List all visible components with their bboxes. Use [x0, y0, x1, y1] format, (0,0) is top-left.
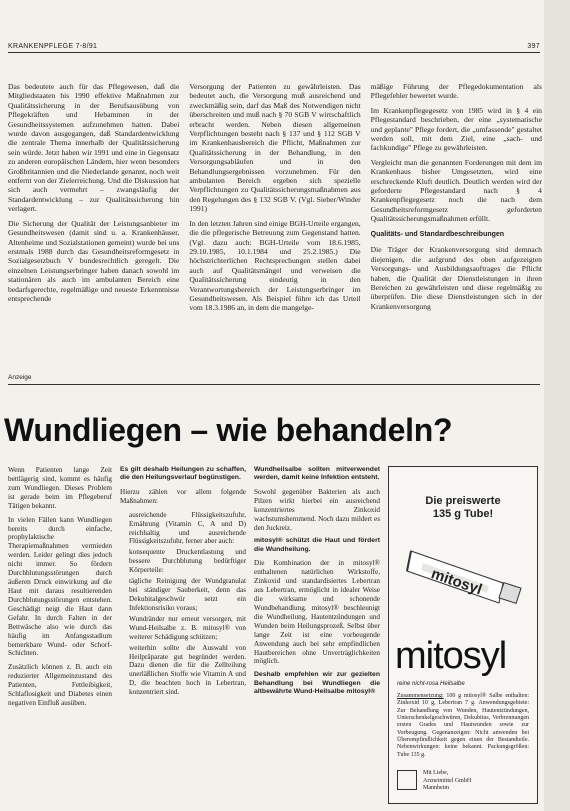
ad-label: Anzeige — [8, 374, 32, 381]
section-heading: Qualitäts- und Standardbeschreibungen — [370, 230, 505, 238]
paragraph: Sowohl gegenüber Bakterien als auch Pilzen wirkt hierbei ein ausreichend konzentriertes Zinkoxid wachstumshemmend. Noch dazu mildert es den Juckreiz. — [254, 487, 380, 532]
ointment-tube-image — [403, 533, 527, 633]
measures-list — [120, 511, 246, 697]
ad-subheading: Es gilt deshalb Heilungen zu schaffen, die den Heilungsverlauf begünstigen. — [120, 466, 246, 482]
product-info — [397, 693, 529, 759]
brand-tagline: reine nicht-rosa Heilsalbe — [397, 681, 465, 687]
ad-body — [8, 466, 542, 806]
article-column-1 — [8, 82, 179, 372]
list-item: • tägliche Reinigung der Wundgranulat bei ständiger Sauberkeit, denn das Dekubitalgeschwür setzt ein Infektionsrisiko voraus; — [129, 577, 246, 613]
paragraph: In den letzten Jahren sind einige BGH-Urteile ergangen, die die pflegerische Betreuung zum Gegenstand hatten. (Vgl. dazu auch: BGH-Urteile vom 18.6.1985, 29.10.1985, 10.1.1984 und 25.2.1985.) Die höchstrichterlichen Rechtsprechungen stellen dabei auch auf Qualitätsmängel und verweisen die Qualitätssicherung eindeutig in den Verantwortungsbereich der Leistungserbringer im Gesundheitswesen. Als Beispiel führe ich das Urteil vom 18.3.1986 an, in dem die mangelge- — [189, 218, 361, 313]
ad-subheading: Wundheilsalbe sollten mitverwendet werden, damit keine Infektion entsteht. — [254, 466, 380, 482]
article-body — [8, 82, 542, 372]
page-margin — [544, 0, 570, 811]
ad-column-3 — [254, 466, 380, 806]
list-item: • weiterhin sollte die Auswahl von Heilpräparate gut begründet werden. Dazu dienen die für die Zellteilung unerläßlichen Stoffe wie Vitamin A und D, die beachten hoch in Lebertran, konzentriert sind. — [129, 644, 246, 698]
company-line: Mit Liebe, — [423, 770, 449, 776]
running-head — [8, 36, 540, 53]
paragraph: Im Krankenpflegegesetz von 1985 wird in § 4 ein Pflegestandard beschrieben, der eine „systematische und geplante" Pflege fordert, die „umfassende" gestaltet werden soll, mit dem Ziel, eine „sach- und fachkundige" Pflege zu gewährleisten. — [370, 105, 542, 153]
journal-name: KRANKENPFLEGE 7-8/91 — [8, 43, 98, 50]
ad-column-1 — [8, 466, 112, 806]
info-label: Zusammensetzung: — [397, 693, 444, 699]
slogan-line: Die preiswerte — [425, 495, 501, 507]
paragraph: Die Kombination der in mitosyl® enthaltenen natürlichen Wirkstoffe, Zinkoxid und standardisiertes Lebertran aus Lebertran, ermöglicht in idealer Weise die wirksame und schonende Wundbehandlung. mitosyl® beschleunigt die Wundheilung, Hautentzündungen und Wunden beim Heilungsprozeß. Selbst über lange Zeit ist eine vorbeugende Anwendung auch bei sehr empfindlichen Hautbereichen ohne Unverträglichkeiten möglich. — [254, 559, 380, 666]
paragraph: In vielen Fällen kann Wundliegen bereits durch einfache, prophylaktische Therapiemaßnahmen vermieden werden. Leider gelingt dies jedoch nicht immer. So fördern Durchblutungsstörungen durch äußeren Druck einwirkung auf die Haut mit daraus resultierenden Durchblutungsstörungen entstehen. Geschädigt neigt die Haut dann Gefahr. In durch Falten in der Bettwäsche also wie durch das häufig im Anfangsstadium bemerkbare Wund- oder Schorf-Schichten. — [8, 515, 112, 658]
company-block — [397, 770, 531, 793]
company-name — [423, 770, 471, 793]
ad-column-2 — [120, 466, 246, 806]
list-item: • Wundränder nur erneut versorgen, mit Wund-Heilsalbe z. B. mitosyl® von weiterer Schädigung schützen; — [129, 615, 246, 642]
ad-subheading: Deshalb empfehlen wir zur gezielten Behandlung bei Wundliegen die altbewährte Wund-Heilsalbe mitosyl® — [254, 671, 380, 696]
ad-headline: Wundliegen – wie behandeln? — [4, 412, 453, 448]
tube-icon — [403, 533, 527, 633]
company-logo-icon — [397, 770, 417, 790]
paragraph: Das bedeutete auch für das Pflegewesen, daß die Mitgliedstaaten bis 1990 effektive Maßnahmen zur Qualitätssicherung in der Berufsausübung von Pflegekräften und Hebammen in der Gesundheitssystemen aufzunehmen hatten. Dabei wurde davon ausgegangen, daß Standardentwicklung die zentrale Thema innerhalb der Qualitätssicherung sein würde. Jetzt haben wir 1991 und eine in Gegensatz zu anderen europäischen Ländern, hier wenn besonders Großbritannien und die Niederlande genannt, noch weit entfernt von der Zielerreichung. Und die Diskussion hat sich auch vermehrt – zwangsläufig der Standardentwicklung – zur Qualitätssicherung hin verlagert. — [8, 82, 180, 214]
paragraph: Die Sicherung der Qualität der Leistungsanbieter im Gesundheitswesen (damit sind u. a. Krankenhäuser, Altenheime und Sozialstationen gemeint) wurde bei uns erstmals 1988 durch das Gesundheitsreformgesetz in Sozialgesetzbuch V bundesrechtlich geregelt. Die einzelnen Leistungserbringer haben danach sowohl im stationären als auch im ambulanten Bereich eine bedarfsgerechte, regelmäßige und neueste Erkenntnisse entsprechende — [8, 218, 180, 303]
ad-divider — [8, 384, 540, 385]
list-item: • ausreichende Flüssigkeitszufuhr, Ernährung (Vitamin C, A und D) reichhaltig und ausreichende Flüssigkeitszufuhr, ferner aber auch: — [129, 511, 246, 547]
list-item: • konsequente Druckentlastung und bessere Durchblutung bedürftiger Körperteile: — [129, 548, 246, 575]
page-number: 397 — [527, 43, 540, 50]
tube-label: mitosyl — [428, 565, 485, 599]
article-column-3 — [371, 82, 542, 372]
paragraph: Versorgung der Patienten zu gewährleisten. Das bedeutet auch, die Versorgung muß ausreichend und zweckmäßig sein, darf das Maß des Notwendigen nicht überschreiten und muß nach § 70 SGB V wirtschaftlich erbracht werden. Neben diesen allgemeinen Verpflichtungen besteht nach § 137 und § 112 SGB V im Krankenhausbereich die Pflicht, Maßnahmen zur Qualitätssicherung in der Behandlung, in den Versorgungsabläufen und in den Behandlungsergebnissen vorzunehmen. Für den ambulanten Bereich ergeben sich spezielle Verpflichtungen zu Qualitätssicherungsmaßnahmen aus den Regelungen des § 132 SGB V. (Vgl. Sieber/Winder 1991) — [189, 82, 361, 214]
product-box — [388, 466, 538, 804]
slogan-line: 135 g Tube! — [432, 508, 494, 521]
paragraph: Vergleicht man die genannten Forderungen mit dem im Krankenhaus bisher Umgesetzten, wird eine erschreckende Kluft deutlich. Deutlich werden wird der geforderte Pflegestandard nach § 4 Krankenpflegegesetz noch die nach dem Gesundheitsreformgesetz geforderten Qualitätssicherungsmaßnahmen erfüllt. — [370, 157, 542, 224]
paragraph: Wenn Patienten lange Zeit bettlägerig sind, kommt es häufig zum Wundliegen. Dieses Problem ist gerade beim im Pflegeberuf Tätigen bekannt. — [8, 466, 112, 510]
brand-logo: mitosyl — [395, 635, 507, 677]
product-slogan — [389, 495, 537, 521]
company-line: Arzneimittel GmbH — [423, 777, 472, 784]
company-line: Mannheim — [423, 785, 449, 791]
paragraph: mäßige Führung der Pflegedokumentation als Pflegefehler bewertet wurde. — [370, 82, 542, 101]
paragraph: Hierzu zählen vor allem folgende Maßnahmen: — [120, 487, 246, 505]
paragraph: Zusätzlich können z. B. auch ein reduzierter Allgemeinzustand des Patienten, Fettleibigkeit, Schlaflosigkeit und Diabetes einen negativen Einfluß ausüben. — [8, 663, 112, 708]
paragraph: Die Träger der Krankenversorgung sind demnach diejenigen, die aufgrund des oben aufgezeigten Versorgungs- und Ausbildungsauftrages die Pflicht haben, die Qualität der Dienstleistungen in ihren Bereichen zu gewährleisten und diese regelmäßig zu überprüfen. Die diese Dienstleistungen sich in der Krankenversorgung — [370, 245, 542, 311]
ad-subheading: mitosyl® schützt die Haut und fördert die Wundheilung. — [254, 537, 380, 553]
info-text: 100 g mitosyl® Salbe enthalten: Zinkoxid 10 g, Lebertran 7 g. Anwendungsgebiete: Zur Behandlung von Wunden, Hautentzündungen, Unterschenkelgeschwüren, Dekubitus, Verbrennungen ersten Grades und Hautwunden sowie zur Vorbeugung. Gegenanzeigen: Nicht anwenden bei Überempfindlichkeit gegen einen der Bestandteile. Nebenwirkungen: keine bekannt. Packungsgrößen: Tube 135 g. — [397, 693, 529, 758]
article-column-2 — [189, 82, 360, 372]
